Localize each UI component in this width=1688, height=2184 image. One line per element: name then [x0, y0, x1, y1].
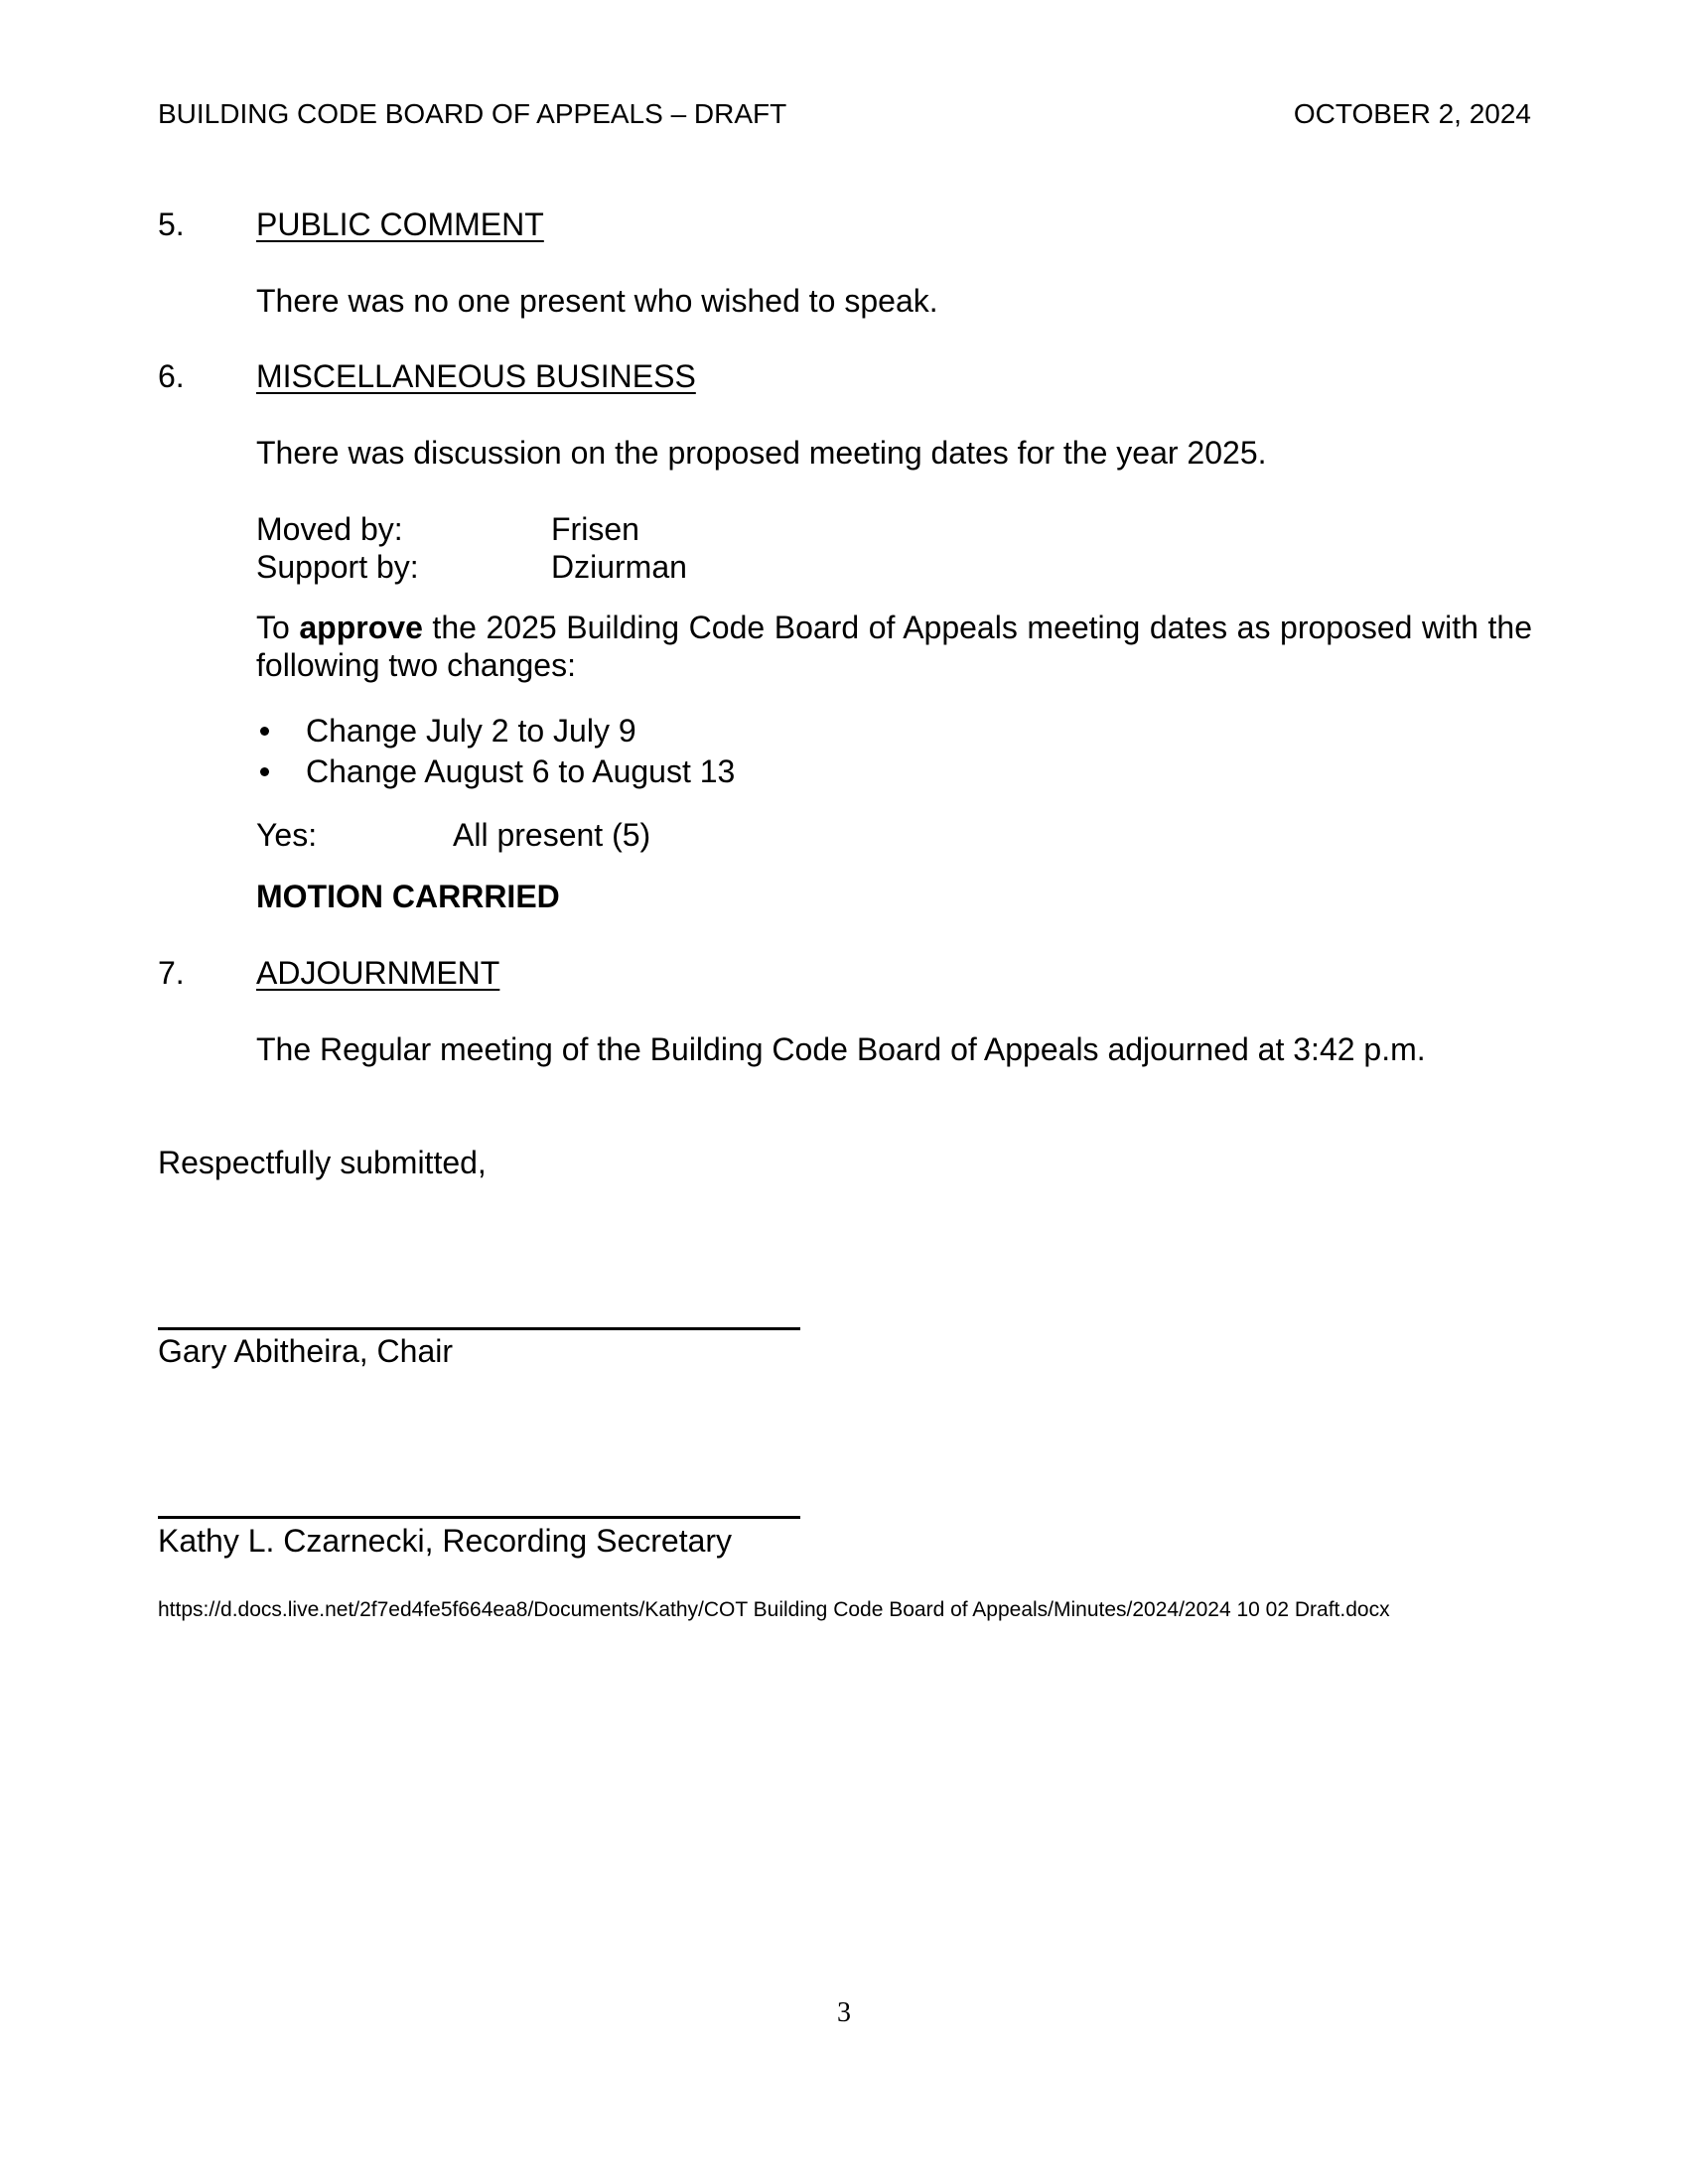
change-item-1: Change July 2 to July 9	[306, 713, 636, 749]
support-by-value: Dziurman	[551, 549, 687, 585]
section-5-text: There was no one present who wished to speak.	[256, 283, 938, 319]
bullet-icon	[260, 767, 269, 776]
motion-text-suffix: the 2025 Building Code Board of Appeals meeting dates as proposed with the following two changes:	[256, 610, 1533, 683]
moved-by-label: Moved by:	[256, 511, 403, 547]
header-title: BUILDING CODE BOARD OF APPEALS – DRAFT	[158, 98, 787, 129]
signature-line	[158, 1516, 800, 1519]
bullet-icon	[260, 727, 269, 736]
yes-value: All present (5)	[453, 817, 651, 853]
section-6-heading: MISCELLANEOUS BUSINESS	[256, 358, 696, 394]
signature-name-secretary: Kathy L. Czarnecki, Recording Secretary	[158, 1523, 733, 1559]
document-path: https://d.docs.live.net/2f7ed4fe5f664ea8/Documents/Kathy/COT Building Code Board of Appeals/Minutes/2024/2024 10 02 Draft.docx	[158, 1598, 1390, 1621]
section-5-number: 5.	[158, 206, 185, 242]
motion-result: MOTION CARRRIED	[256, 879, 560, 914]
change-item-2: Change August 6 to August 13	[306, 753, 736, 789]
page-number: 3	[837, 1997, 851, 2028]
moved-by-value: Frisen	[551, 511, 639, 547]
section-6-number: 6.	[158, 358, 185, 394]
section-7-heading: ADJOURNMENT	[256, 955, 500, 991]
motion-text-bold: approve	[299, 610, 423, 645]
section-7-text: The Regular meeting of the Building Code Board of Appeals adjourned at 3:42 p.m.	[256, 1031, 1426, 1067]
header-date: OCTOBER 2, 2024	[1293, 98, 1531, 129]
motion-text	[256, 609, 1532, 684]
signature-name-chair: Gary Abitheira, Chair	[158, 1333, 454, 1369]
section-6-text: There was discussion on the proposed meeting dates for the year 2025.	[256, 435, 1267, 471]
signature-line	[158, 1327, 800, 1330]
support-by-label: Support by:	[256, 549, 419, 585]
section-5-heading: PUBLIC COMMENT	[256, 206, 544, 242]
section-7-number: 7.	[158, 955, 185, 991]
yes-label: Yes:	[256, 817, 318, 853]
motion-text-prefix: To	[256, 610, 300, 645]
closing-text: Respectfully submitted,	[158, 1145, 487, 1180]
